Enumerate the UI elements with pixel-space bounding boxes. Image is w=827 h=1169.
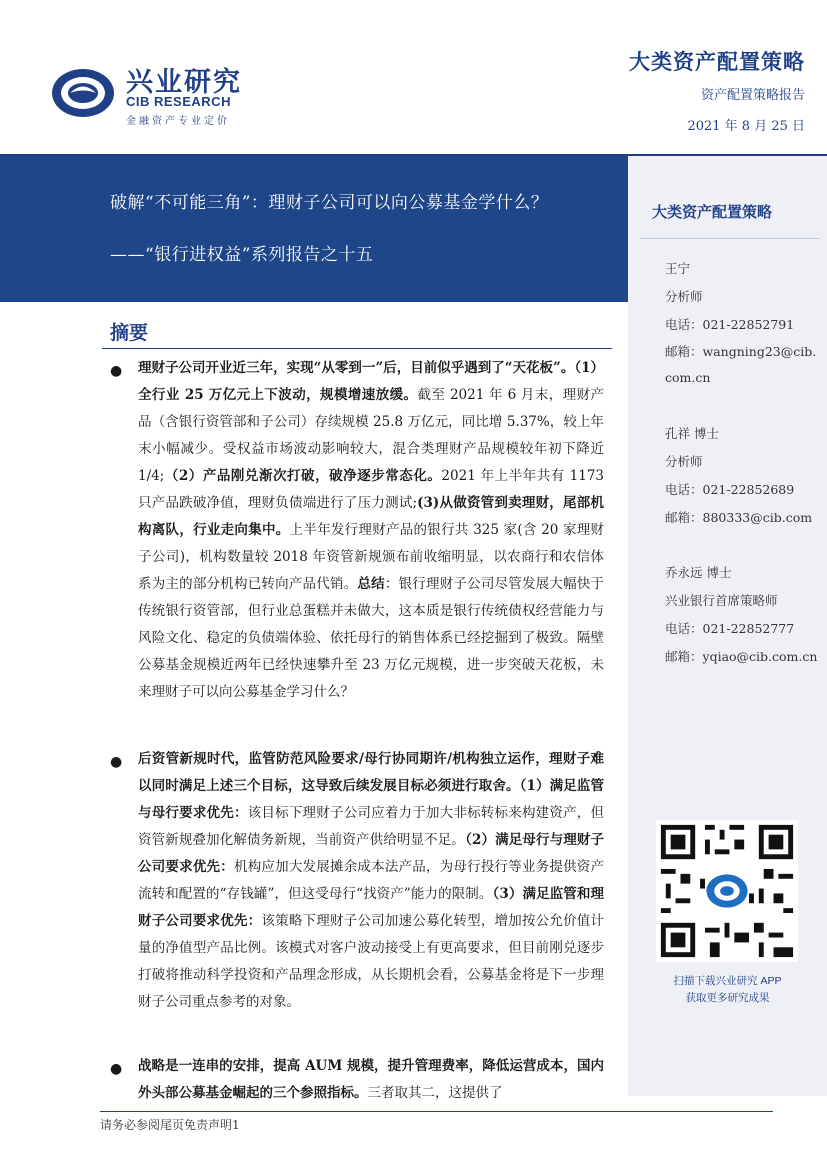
- body-text: 2021 年上半年共有 1173 只产品跌破净值，理财负债端进行了压力测试;: [138, 468, 604, 511]
- sidebar-title: 大类资产配置策略: [652, 203, 773, 221]
- body-text: 上半年发行理财产品的银行共 325 家(含 20 家理财子公司)，机构数量较 2018 年资管新规颁布前收缩明显，以农商行和农信体系为主的部分机构已转向产品代销。: [138, 522, 604, 592]
- analyst-email: [665, 342, 816, 360]
- logo-english-name: CIB RESEARCH: [126, 94, 231, 109]
- analyst-name: 王宁: [665, 261, 691, 276]
- footer-disclaimer: 请务必参阅尾页免责声明1: [100, 1118, 240, 1132]
- analyst-role: 兴业银行首席策略师: [665, 593, 778, 608]
- analyst-phone: 电话：021-22852689: [665, 482, 795, 497]
- email-label: 邮箱：: [665, 649, 703, 664]
- bold-text: （2）产品刚兑渐次打破，破净逐步常态化。: [164, 468, 442, 484]
- report-category: 大类资产配置策略: [629, 49, 805, 74]
- email-link[interactable]: 880333@cib.com: [702, 510, 813, 525]
- report-title: 破解“不可能三角”：理财子公司可以向公募基金学什么？: [110, 193, 549, 213]
- bold-text: 后资管新规时代，监管防范风险要求/母行协同期许/机构独立运作，理财子难以同时满足上述三个目标，这导致后续发展目标必须进行取舍。（1）满足监管与母行要求优先：: [138, 751, 604, 821]
- analyst-email-cont[interactable]: com.cn: [665, 370, 711, 385]
- email-label: 邮箱：: [665, 510, 703, 525]
- analyst-role: 分析师: [665, 454, 703, 469]
- abstract-paragraph: [138, 1053, 604, 1107]
- bold-text: （3）满足监管和理财子公司要求优先：: [138, 886, 604, 929]
- analyst-name: 乔永远 博士: [665, 565, 732, 580]
- analyst-email: [665, 647, 817, 665]
- bullet-icon: ●: [110, 754, 123, 770]
- body-text: 该目标下理财子公司应着力于加大非标转标来构建资产，但资管新规叠加化解债务新规，当前资产供给明显不足。: [138, 805, 605, 848]
- logo-tagline: 金融资产专业定价: [126, 116, 230, 127]
- email-link[interactable]: wangning23@cib.: [702, 344, 817, 359]
- analyst-phone: 电话：021-22852777: [665, 621, 795, 636]
- qr-caption-download: 扫描下载兴业研究 APP: [673, 975, 782, 987]
- cib-logo-icon: [50, 66, 116, 120]
- abstract-paragraph: [138, 746, 604, 1016]
- email-link[interactable]: yqiao@cib.com.cn: [702, 649, 818, 664]
- bold-text: （2）满足母行与理财子公司要求优先：: [138, 832, 604, 875]
- abstract-divider: [102, 348, 612, 349]
- body-text: 三者取其二，这提供了: [367, 1085, 503, 1101]
- bullet-icon: ●: [110, 1061, 123, 1077]
- body-text: 该策略下理财子公司加速公募化转型，增加按公允价值计量的净值型产品比例。该模式对客户波动接受上有更高要求，但目前刚兑逐步打破将推动科学投资和产品理念形成，从长期机会看，公募基金将是下一步理财子公司重点参考的对象。: [138, 913, 605, 1010]
- body-text: ：银行理财子公司尽管发展大幅快于传统银行资管部，但行业总蛋糕并未做大，这本质是银行传统债权经营能力与风险文化、稳定的负债端体验、依托母行的销售体系已经挖掘到了极致。隔壁公募基金规模近两年已经快速攀升至 23 万亿元规模，进一步突破天花板，未来理财子可以向公募基金学习什么？: [138, 576, 605, 700]
- analyst-role: 分析师: [665, 289, 703, 304]
- footer-divider: [100, 1111, 773, 1112]
- analyst-name: 孔祥 博士: [665, 426, 719, 441]
- abstract-title: 摘要: [110, 322, 149, 344]
- report-date: 2021 年 8 月 25 日: [687, 119, 805, 134]
- bullet-icon: ●: [110, 363, 123, 379]
- body-text: 机构应加大发展摊余成本法产品，为母行投行等业务提供资产流转和配置的“存钱罐”，但这受母行“找资产”能力的限制。: [138, 859, 605, 902]
- sidebar-divider: [640, 238, 820, 239]
- bold-text: 战略是一连串的安排，提高 AUM 规模，提升管理费率，降低运营成本，国内外头部公募基金崛起的三个参照指标。: [138, 1058, 604, 1101]
- logo-chinese-name: 兴业研究: [126, 67, 242, 98]
- report-subtitle: ——“银行进权益”系列报告之十五: [110, 245, 374, 265]
- title-banner: [0, 156, 628, 302]
- analyst-phone: 电话：021-22852791: [665, 317, 795, 332]
- report-type: 资产配置策略报告: [700, 88, 805, 103]
- bold-text: 总结: [357, 576, 385, 592]
- bold-text: (3)从做资管到卖理财，尾部机构离队，行业走向集中。: [138, 495, 604, 538]
- qr-code-icon[interactable]: [656, 820, 798, 962]
- analyst-email: [665, 508, 812, 526]
- body-text: 截至 2021 年 6 月末，理财产品（含银行资管部和子公司）存续规模 25.8 万亿元，同比增 5.37%，较上年末小幅减少。受权益市场波动影响较大，混合类理财产品规模较年初下降近 1/4;: [138, 387, 604, 484]
- bold-text: 理财子公司开业近三年，实现“从零到一”后，目前似乎遇到了“天花板”。（1）全行业 25 万亿元上下波动，规模增速放缓。: [138, 360, 604, 403]
- abstract-paragraph: [138, 355, 604, 706]
- email-label: 邮箱：: [665, 344, 703, 359]
- qr-caption-more: 获取更多研究成果: [685, 992, 770, 1004]
